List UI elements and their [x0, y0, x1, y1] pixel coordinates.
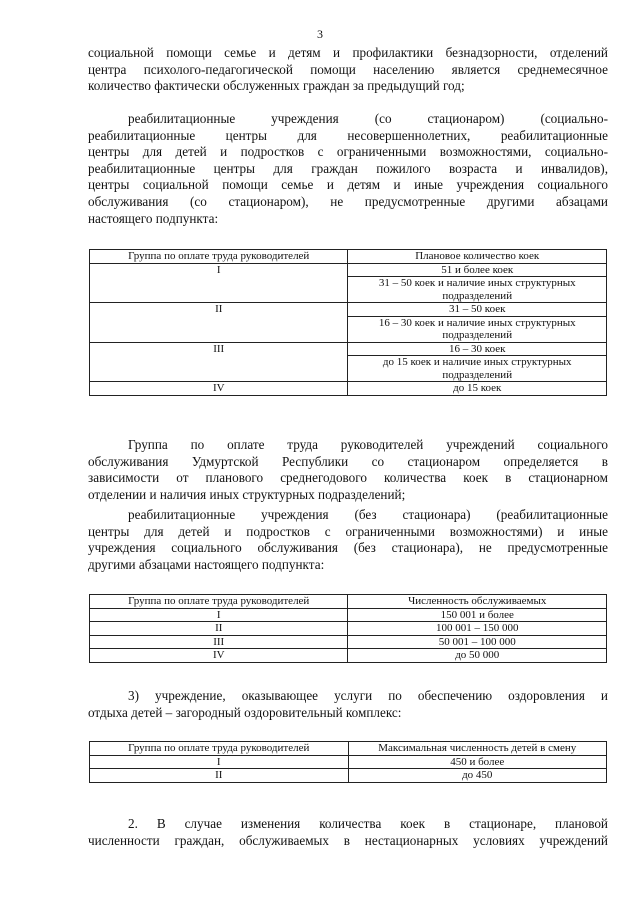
table-header-row — [90, 595, 607, 609]
text-line: центры для детей и подростков с ограниченными возможностями, социально- — [88, 144, 608, 160]
group-cell: I — [90, 608, 348, 622]
paragraph-group-definition — [88, 437, 608, 503]
header-cell: Плановое количество коек — [348, 250, 607, 264]
text-line: центры социальной помощи семье и детям и иные учреждения социального — [88, 177, 608, 193]
table-children-capacity — [89, 741, 607, 783]
table-row — [90, 342, 607, 356]
text-line: 2. В случае изменения количества коек в стационаре, плановой — [128, 816, 608, 831]
text-line: учреждения социального обслуживания (без стационара), не предусмотренные — [88, 540, 608, 556]
table-row — [90, 755, 607, 769]
text-line: количество фактически обслуженных граждан за предыдущий год; — [88, 78, 465, 94]
text-line: зависимости от планового среднегодового количества коек в стационарном — [88, 470, 608, 486]
header-cell: Численность обслуживаемых — [348, 595, 607, 609]
paragraph-bed-changes — [88, 816, 608, 849]
value-cell: до 50 000 — [348, 649, 607, 663]
group-cell: IV — [90, 382, 348, 396]
header-cell: Максимальная численность детей в смену — [348, 742, 607, 756]
group-cell: III — [90, 635, 348, 649]
value-cell: до 15 коек и наличие иных структурных подразделений — [348, 356, 607, 382]
table-row — [90, 649, 607, 663]
group-cell: II — [90, 622, 348, 636]
header-cell: Группа по оплате труда руководителей — [90, 742, 349, 756]
text-line: реабилитационные центры для несовершеннолетних, реабилитационные — [88, 127, 608, 143]
text-line: отдыха детей – загородный оздоровительный комплекс: — [88, 704, 402, 720]
group-cell: I — [90, 755, 349, 769]
paragraph-rehab-with-stationary — [88, 111, 608, 227]
value-cell: 31 – 50 коек и наличие иных структурных подразделений — [348, 277, 607, 303]
value-cell: 51 и более коек — [348, 263, 607, 277]
text-line: обслуживания (со стационаром), не предусмотренные другими абзацами — [88, 193, 608, 209]
text-line: центра психолого-педагогической помощи населению является среднемесячное — [88, 61, 608, 77]
value-cell: 16 – 30 коек и наличие иных структурных подразделений — [348, 316, 607, 342]
text-line: обслуживания Удмуртской Республики со стационаром определяется в — [88, 453, 608, 469]
group-cell: II — [90, 769, 349, 783]
value-cell: 31 – 50 коек — [348, 303, 607, 317]
value-cell: 150 001 и более — [348, 608, 607, 622]
table-row — [90, 303, 607, 317]
text-line: численности граждан, обслуживаемых в нестационарных условиях учреждений — [88, 832, 608, 848]
table-row — [90, 608, 607, 622]
text-line: реабилитационные учреждения (без стационара) (реабилитационные — [128, 507, 608, 522]
table-row — [90, 635, 607, 649]
table-served-count — [89, 594, 607, 663]
table-row — [90, 382, 607, 396]
page-number: 3 — [317, 27, 323, 41]
header-cell: Группа по оплате труда руководителей — [90, 250, 348, 264]
table-row — [90, 769, 607, 783]
header-cell: Группа по оплате труда руководителей — [90, 595, 348, 609]
text-line: настоящего подпункта: — [88, 210, 219, 226]
value-cell: 450 и более — [348, 755, 607, 769]
value-cell: 100 001 – 150 000 — [348, 622, 607, 636]
group-cell: IV — [90, 649, 348, 663]
group-cell: I — [90, 263, 348, 303]
table-row — [90, 622, 607, 636]
paragraph-social-help — [88, 45, 608, 95]
value-cell: 50 001 – 100 000 — [348, 635, 607, 649]
value-cell: 16 – 30 коек — [348, 342, 607, 356]
table-beds — [89, 249, 607, 396]
paragraph-children-camp — [88, 688, 608, 721]
text-line: реабилитационные центры для граждан пожилого возраста и инвалидов), — [88, 160, 608, 176]
value-cell: до 450 — [348, 769, 607, 783]
table-header-row — [90, 250, 607, 264]
text-line: центры для детей и подростков с ограниченными возможностями) и иные — [88, 523, 608, 539]
text-line: реабилитационные учреждения (со стационаром) (социально- — [128, 111, 608, 126]
table-row — [90, 263, 607, 277]
text-line: отделении и наличия иных структурных подразделений; — [88, 486, 406, 502]
table-header-row — [90, 742, 607, 756]
group-cell: III — [90, 342, 348, 382]
text-line: социальной помощи семье и детям и профилактики безнадзорности, отделений — [88, 45, 608, 60]
paragraph-rehab-without-stationary — [88, 507, 608, 573]
text-line: 3) учреждение, оказывающее услуги по обеспечению оздоровления и — [128, 688, 608, 703]
text-line: другими абзацами настоящего подпункта: — [88, 556, 325, 572]
group-cell: II — [90, 303, 348, 343]
value-cell: до 15 коек — [348, 382, 607, 396]
text-line: Группа по оплате труда руководителей учреждений социального — [128, 437, 608, 452]
